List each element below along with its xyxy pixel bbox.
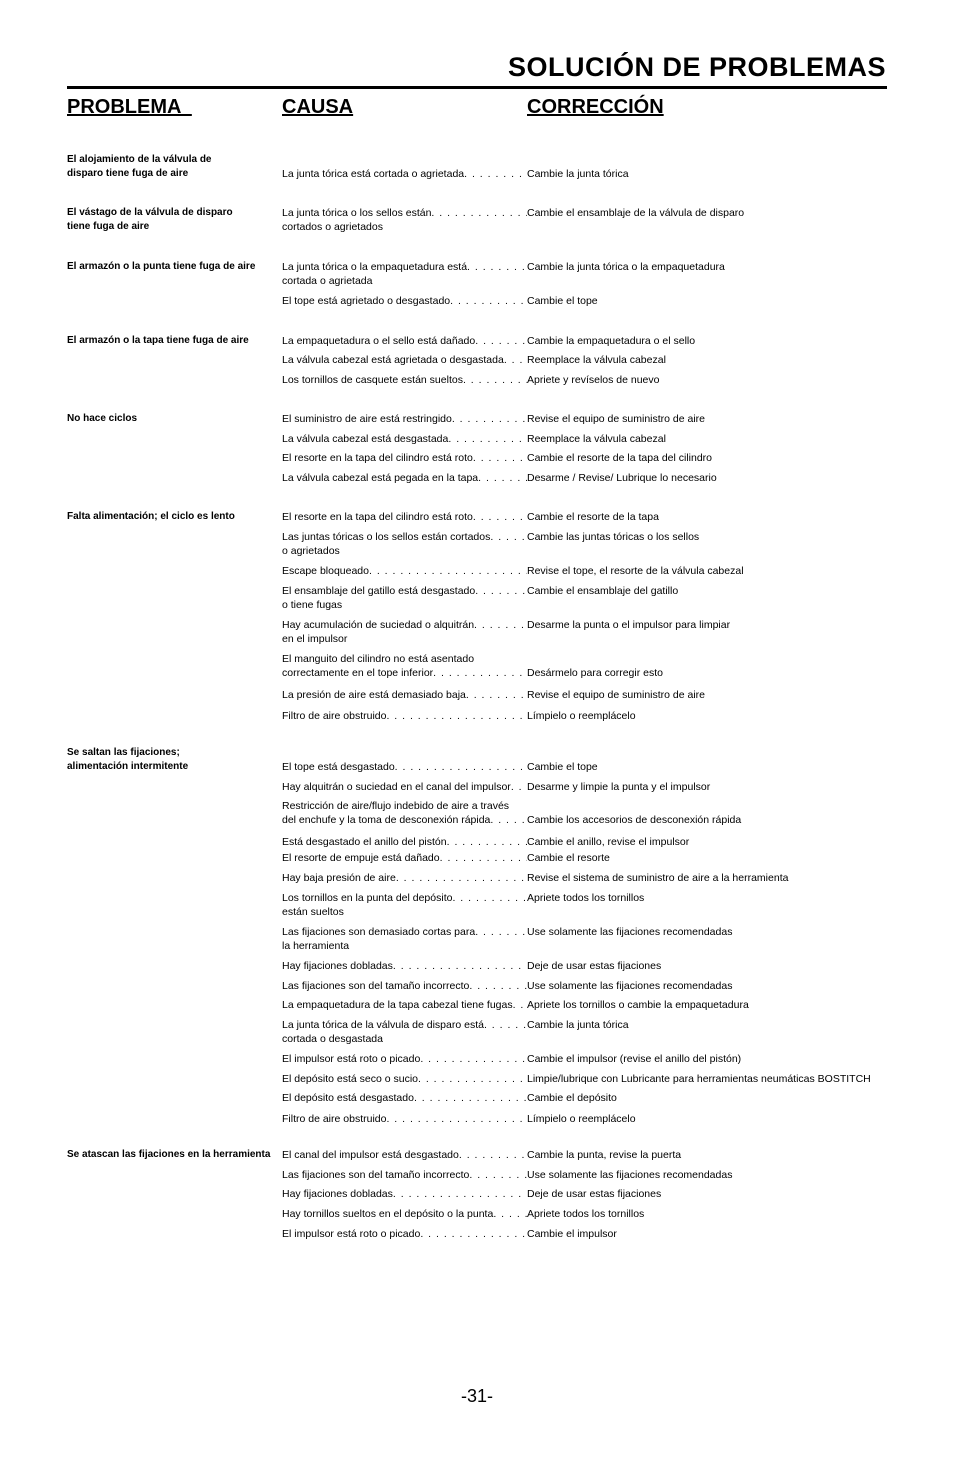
correction-cell: Reemplace la válvula cabezal xyxy=(527,354,666,366)
cause-cell xyxy=(282,471,527,485)
correction-cell: Deje de usar estas fijaciones xyxy=(527,1188,662,1200)
correction-cell: Revise el equipo de suministro de aire xyxy=(527,413,706,425)
cause-text: El suministro de aire está restringido xyxy=(282,413,452,425)
cause-text: Hay fijaciones dobladas xyxy=(282,1188,393,1200)
cause-cell xyxy=(282,959,527,973)
problem-line: Se atascan las fijaciones en la herramienta xyxy=(67,1149,271,1160)
leader-dots xyxy=(475,334,527,348)
problem-line: tiene fuga de aire xyxy=(67,221,150,232)
cause-text: El resorte en la tapa del cilindro está roto xyxy=(282,511,473,523)
leader-dots xyxy=(459,1148,527,1162)
cause-text: cortados o agrietados xyxy=(282,221,383,233)
leader-dots xyxy=(433,666,527,680)
correction-cell: Cambie el ensamblaje del gatillo xyxy=(527,585,679,597)
leader-dots xyxy=(466,688,527,702)
leader-dots xyxy=(420,1052,527,1066)
cause-cell xyxy=(282,998,527,1012)
cause-text: La empaquetadura de la tapa cabezal tiene fugas xyxy=(282,999,513,1011)
cause-text: El canal del impulsor está desgastado xyxy=(282,1149,459,1161)
problem-label xyxy=(67,412,282,426)
cause-text: El resorte en la tapa del cilindro está roto xyxy=(282,452,473,464)
cause-cell xyxy=(282,1168,527,1182)
cause-cell xyxy=(282,891,527,919)
cause-text: están sueltos xyxy=(282,906,344,918)
cause-cell xyxy=(282,1072,527,1086)
cause-cell xyxy=(282,294,527,308)
cause-cell xyxy=(282,334,527,348)
leader-dots xyxy=(440,851,527,865)
cause-text: Está desgastado el anillo del pistón xyxy=(282,836,447,848)
leader-dots xyxy=(386,709,527,723)
correction-cell: Desarme / Revise/ Lubrique lo necesario xyxy=(527,472,717,484)
correction-cell: Cambie el anillo, revise el impulsor xyxy=(527,836,690,848)
cause-text: El tope está desgastado xyxy=(282,761,395,773)
cause-text: Restricción de aire/flujo indebido de aire a través xyxy=(282,800,510,812)
cause-text: la herramienta xyxy=(282,940,350,952)
problem-label xyxy=(67,1148,282,1162)
correction-cell: Cambie las juntas tóricas o los sellos xyxy=(527,531,700,543)
leader-dots xyxy=(414,1091,527,1105)
correction-cell: Desarme y limpie la punta y el impulsor xyxy=(527,781,711,793)
leader-dots xyxy=(395,760,527,774)
leader-dots xyxy=(463,373,527,387)
cause-cell xyxy=(282,584,527,612)
cause-cell xyxy=(282,564,527,578)
cause-cell xyxy=(282,925,527,953)
cause-cell xyxy=(282,688,527,702)
problem-header: PROBLEMA xyxy=(67,96,192,118)
cause-text: del enchufe y la toma de desconexión rápida xyxy=(282,814,491,826)
leader-dots xyxy=(473,451,527,465)
cause-cell xyxy=(282,1227,527,1241)
correction-cell: Desármelo para corregir esto xyxy=(527,667,663,679)
cause-cell xyxy=(282,871,527,885)
cause-cell xyxy=(282,618,527,646)
leader-dots xyxy=(393,1187,527,1201)
correction-cell: Cambie el resorte xyxy=(527,852,610,864)
leader-dots xyxy=(450,294,527,308)
leader-dots xyxy=(418,1072,527,1086)
correction-cell: Use solamente las fijaciones recomendadas xyxy=(527,926,733,938)
page-number: -31- xyxy=(460,1386,493,1406)
problem-label xyxy=(67,206,282,234)
problem-line: El armazón o la tapa tiene fuga de aire xyxy=(67,335,249,346)
cause-text: La válvula cabezal está desgastada xyxy=(282,433,449,445)
leader-dots xyxy=(393,959,527,973)
cause-text: La válvula cabezal está agrietada o desgastada xyxy=(282,354,504,366)
correction-cell: Apriete los tornillos o cambie la empaquetadura xyxy=(527,999,749,1011)
cause-cell xyxy=(282,167,527,181)
correction-cell: Cambie los accesorios de desconexión rápida xyxy=(527,814,742,826)
correction-cell: Apriete todos los tornillos xyxy=(527,1208,645,1220)
correction-cell: Revise el sistema de suministro de aire a la herramienta xyxy=(527,872,789,884)
cause-cell xyxy=(282,1052,527,1066)
correction-cell: Apriete todos los tornillos xyxy=(527,892,645,904)
correction-cell: Límpielo o reemplácelo xyxy=(527,1113,636,1125)
cause-text: El manguito del cilindro no está asentado xyxy=(282,653,475,665)
correction-cell: Limpie/lubrique con Lubricante para herramientas neumáticas BOSTITCH xyxy=(527,1073,871,1085)
cause-cell xyxy=(282,373,527,387)
correction-cell: Cambie la punta, revise la puerta xyxy=(527,1149,682,1161)
leader-dots xyxy=(474,618,527,632)
cause-text: Los tornillos de casquete están sueltos xyxy=(282,374,463,386)
cause-text: Filtro de aire obstruido xyxy=(282,710,387,722)
cause-text: Los tornillos en la punta del depósito xyxy=(282,892,453,904)
cause-cell xyxy=(282,709,527,723)
correction-cell: Cambie el resorte de la tapa xyxy=(527,511,659,523)
cause-text: La junta tórica está cortada o agrietada xyxy=(282,168,465,180)
correction-cell: Reemplace la válvula cabezal xyxy=(527,433,666,445)
cause-text: Hay tornillos sueltos en el depósito o la punta xyxy=(282,1208,494,1220)
page-title: SOLUCIÓN DE PROBLEMAS xyxy=(507,52,886,82)
correction-cell: Cambie el tope xyxy=(527,761,598,773)
cause-cell xyxy=(282,530,527,558)
cause-cell xyxy=(282,1112,527,1126)
leader-dots xyxy=(473,510,527,524)
problem-line: alimentación intermitente xyxy=(67,761,189,772)
correction-cell: Cambie la junta tórica xyxy=(527,1019,629,1031)
leader-dots xyxy=(369,564,527,578)
cause-text: o tiene fugas xyxy=(282,599,343,611)
cause-text: Hay acumulación de suciedad o alquitrán xyxy=(282,619,475,631)
cause-text: Las fijaciones son del tamaño incorrecto xyxy=(282,980,470,992)
leader-dots xyxy=(448,432,527,446)
leader-dots xyxy=(467,260,527,274)
leader-dots xyxy=(490,813,527,827)
cause-text: o agrietados xyxy=(282,545,340,557)
leader-dots xyxy=(490,530,527,544)
cause-text: Hay baja presión de aire xyxy=(282,872,396,884)
correction-cell: Cambie el tope xyxy=(527,295,598,307)
leader-dots xyxy=(513,998,527,1012)
cause-cell xyxy=(282,412,527,426)
cause-text: Hay fijaciones dobladas xyxy=(282,960,393,972)
correction-cell: Apriete y revíselos de nuevo xyxy=(527,374,660,386)
problem-line: disparo tiene fuga de aire xyxy=(67,168,189,179)
cause-text: Las fijaciones son demasiado cortas para xyxy=(282,926,476,938)
cause-text: Hay alquitrán o suciedad en el canal del impulsor xyxy=(282,781,511,793)
cause-cell xyxy=(282,835,527,849)
cause-text: La presión de aire está demasiado baja xyxy=(282,689,466,701)
cause-cell xyxy=(282,851,527,865)
correction-cell: Límpielo o reemplácelo xyxy=(527,710,636,722)
cause-cell xyxy=(282,1018,527,1046)
cause-cell xyxy=(282,1187,527,1201)
cause-text: Escape bloqueado xyxy=(282,565,369,577)
problem-line: El vástago de la válvula de disparo xyxy=(67,207,233,218)
leader-dots xyxy=(447,835,527,849)
cause-cell xyxy=(282,780,527,794)
cause-text: cortada o desgastada xyxy=(282,1033,383,1045)
cause-cell xyxy=(282,260,527,288)
leader-dots xyxy=(464,167,527,181)
cause-header: CAUSA xyxy=(282,96,354,118)
correction-cell: Use solamente las fijaciones recomendadas xyxy=(527,980,733,992)
leader-dots xyxy=(484,1018,527,1032)
cause-text: Las juntas tóricas o los sellos están cortados xyxy=(282,531,491,543)
problem-line: Falta alimentación; el ciclo es lento xyxy=(67,511,235,522)
problem-label xyxy=(67,510,282,524)
cause-text: Las fijaciones son del tamaño incorrecto xyxy=(282,1169,470,1181)
leader-dots xyxy=(452,412,527,426)
cause-cell xyxy=(282,799,527,827)
cause-cell xyxy=(282,510,527,524)
problem-label xyxy=(67,746,282,774)
cause-text: correctamente en el tope inferior xyxy=(282,667,434,679)
leader-dots xyxy=(511,780,527,794)
cause-text: La empaquetadura o el sello está dañado xyxy=(282,335,476,347)
correction-cell: Desarme la punta o el impulsor para limpiar xyxy=(527,619,731,631)
cause-cell xyxy=(282,451,527,465)
correction-cell: Cambie el impulsor (revise el anillo del pistón) xyxy=(527,1053,742,1065)
leader-dots xyxy=(420,1227,527,1241)
cause-text: El depósito está desgastado xyxy=(282,1092,414,1104)
leader-dots xyxy=(504,353,527,367)
correction-cell: Cambie el ensamblaje de la válvula de disparo xyxy=(527,207,745,219)
cause-text: La válvula cabezal está pegada en la tapa xyxy=(282,472,479,484)
leader-dots xyxy=(469,979,527,993)
problem-label xyxy=(67,334,282,348)
correction-cell: Cambie el resorte de la tapa del cilindro xyxy=(527,452,713,464)
cause-cell xyxy=(282,432,527,446)
cause-text: El resorte de empuje está dañado xyxy=(282,852,440,864)
leader-dots xyxy=(452,891,527,905)
cause-cell xyxy=(282,1148,527,1162)
problem-line: El armazón o la punta tiene fuga de aire xyxy=(67,261,256,272)
cause-text: en el impulsor xyxy=(282,633,348,645)
correction-header: CORRECCIÓN xyxy=(527,96,664,118)
leader-dots xyxy=(478,471,527,485)
cause-text: El depósito está seco o sucio xyxy=(282,1073,418,1085)
cause-text: El ensamblaje del gatillo está desgastado xyxy=(282,585,476,597)
cause-text: El impulsor está roto o picado xyxy=(282,1228,421,1240)
correction-cell: Cambie la junta tórica xyxy=(527,168,629,180)
cause-text: El tope está agrietado o desgastado xyxy=(282,295,451,307)
leader-dots xyxy=(386,1112,527,1126)
cause-text: La junta tórica o la empaquetadura está xyxy=(282,261,468,273)
correction-cell: Revise el tope, el resorte de la válvula cabezal xyxy=(527,565,744,577)
cause-text: Filtro de aire obstruido xyxy=(282,1113,387,1125)
problem-label xyxy=(67,153,282,181)
cause-text: La junta tórica o los sellos están xyxy=(282,207,432,219)
correction-cell: Deje de usar estas fijaciones xyxy=(527,960,662,972)
problem-line: El alojamiento de la válvula de xyxy=(67,154,212,165)
correction-cell: Cambie la empaquetadura o el sello xyxy=(527,335,696,347)
cause-cell xyxy=(282,1207,527,1221)
leader-dots xyxy=(475,925,527,939)
problem-line: No hace ciclos xyxy=(67,413,138,424)
cause-text: La junta tórica de la válvula de disparo está xyxy=(282,1019,484,1031)
cause-cell xyxy=(282,353,527,367)
cause-text: cortada o agrietada xyxy=(282,275,373,287)
cause-cell xyxy=(282,206,527,234)
cause-cell xyxy=(282,652,527,680)
cause-text: El impulsor está roto o picado xyxy=(282,1053,421,1065)
leader-dots xyxy=(493,1207,527,1221)
leader-dots xyxy=(469,1168,527,1182)
cause-cell xyxy=(282,1091,527,1105)
leader-dots xyxy=(475,584,527,598)
cause-cell xyxy=(282,760,527,774)
title-rule xyxy=(67,86,887,89)
correction-cell: Use solamente las fijaciones recomendadas xyxy=(527,1169,733,1181)
correction-cell: Cambie la junta tórica o la empaquetadura xyxy=(527,261,725,273)
leader-dots xyxy=(396,871,527,885)
problem-label xyxy=(67,260,282,274)
leader-dots xyxy=(431,206,527,220)
problem-line: Se saltan las fijaciones; xyxy=(67,747,180,758)
correction-cell: Cambie el depósito xyxy=(527,1092,617,1104)
cause-cell xyxy=(282,979,527,993)
correction-cell: Cambie el impulsor xyxy=(527,1228,617,1240)
correction-cell: Revise el equipo de suministro de aire xyxy=(527,689,706,701)
